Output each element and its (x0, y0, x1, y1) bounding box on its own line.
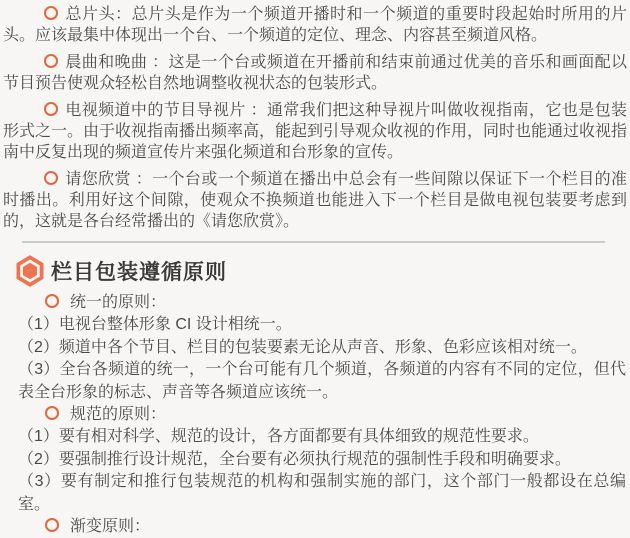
circle-bullet-icon (44, 171, 58, 185)
list-item-text: （1）要有相对科学、规范的设计，各方面都要有具体细致的规范性要求。 (18, 428, 539, 446)
list-item-text: 规范的原则： (70, 406, 167, 424)
list-item-text: （2）要强制推行设计规范，全台要有必须执行规范的强制性手段和明确要求。 (18, 450, 571, 468)
list-item-text: 统一的原则： (70, 294, 167, 311)
intro-paragraph (3, 52, 627, 94)
section-header (0, 254, 630, 288)
principle-list (0, 289, 630, 538)
list-item (18, 449, 626, 471)
paragraph-text: 总片头：总片头是作为一个频道开播时和一个频道的重要时段起始时所用的片头。应该最集中体现出一个台、一个频道的定位、理念、内容甚至频道风格。 (3, 6, 627, 44)
list-item-text: （3）要有制定和推行包装规范的机构和强制实施的部门，这个部门一般都设在总编室。 (18, 473, 626, 513)
list-item (18, 292, 626, 314)
paragraph-text: 请您欣赏 ：一个台或一个频道在播出中总会有一些间隙以保证下一个栏目的准时播出。利用好这个间隙，使观众不换频道也能进入下一个栏目是做电视包装要考虑到的，这就是各台经常播出的《请您欣赏》。 (3, 171, 627, 230)
intro-paragraph (3, 100, 627, 163)
paragraph-text: 电视频道中的节目导视片 ：通常我们把这种导视片叫做收视指南，它也是包装形式之一。由于收视指南播出频率高，能起到引导观众收视的作用，同时也能通过收视指南中反复出现的频道宣传片来强化频道和台形象的宣传。 (3, 102, 628, 161)
list-item-text: （1）电视台整体形象 CI 设计相统一。 (18, 316, 292, 334)
list-item (18, 426, 626, 448)
hexagon-icon (15, 254, 45, 288)
circle-bullet-icon (45, 406, 59, 420)
list-item (18, 314, 626, 336)
list-item (18, 337, 626, 359)
list-item (18, 471, 626, 516)
intro-paragraph (3, 4, 627, 46)
circle-bullet-icon (45, 518, 59, 532)
list-item (18, 404, 626, 426)
paragraph-text: 晨曲和晚曲 ：这是一个台或频道在开播前和结束前通过优美的音乐和画面配以节目预告使观众轻松自然地调整收视状态的包装形式。 (3, 54, 627, 92)
section-divider (22, 241, 605, 243)
circle-bullet-icon (44, 6, 58, 20)
intro-section (0, 0, 630, 232)
section-title: 栏目包装遵循原则 (51, 261, 227, 284)
list-item (18, 516, 626, 538)
circle-bullet-icon (45, 294, 59, 308)
list-item-text: 渐变原则： (70, 518, 151, 536)
list-item (18, 359, 626, 404)
circle-bullet-icon (44, 102, 58, 116)
intro-paragraph (3, 169, 627, 232)
list-item-text: （2）频道中各个节目、栏目的包装要素无论从声音、形象、色彩应该相对统一。 (18, 338, 587, 356)
circle-bullet-icon (44, 54, 58, 68)
list-item-text: （3）全台各频道的统一，一个台可能有几个频道，各频道的内容有不同的定位，但代表全台形象的标志、声音等各频道应该统一。 (18, 361, 626, 401)
